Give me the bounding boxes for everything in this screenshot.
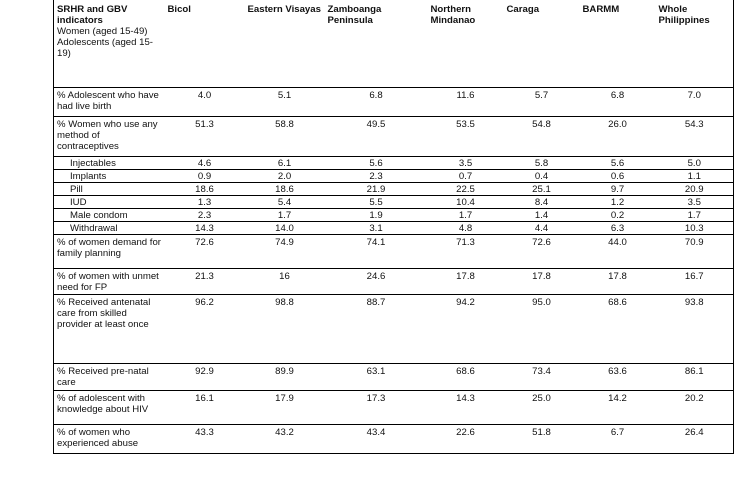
value-cell: 5.7 bbox=[504, 87, 580, 116]
value-cell: 2.0 bbox=[245, 169, 325, 182]
value-cell: 68.6 bbox=[580, 294, 656, 363]
value-cell: 63.6 bbox=[580, 363, 656, 390]
value-cell: 21.9 bbox=[325, 182, 428, 195]
table-row bbox=[54, 390, 734, 424]
value-cell: 89.9 bbox=[245, 363, 325, 390]
indicator-label: Injectables bbox=[54, 156, 165, 169]
value-cell: 54.8 bbox=[504, 116, 580, 156]
indicator-label: % of women with unmet need for FP bbox=[54, 268, 165, 294]
value-cell: 88.7 bbox=[325, 294, 428, 363]
value-cell: 17.3 bbox=[325, 390, 428, 424]
table-row bbox=[54, 221, 734, 234]
value-cell: 22.6 bbox=[428, 424, 504, 453]
indicator-label: % of women demand for family planning bbox=[54, 234, 165, 268]
value-cell: 93.8 bbox=[656, 294, 734, 363]
indicator-label: % of women who experienced abuse bbox=[54, 424, 165, 453]
value-cell: 14.2 bbox=[580, 390, 656, 424]
value-cell: 4.6 bbox=[165, 156, 245, 169]
value-cell: 1.9 bbox=[325, 208, 428, 221]
value-cell: 6.7 bbox=[580, 424, 656, 453]
value-cell: 6.1 bbox=[245, 156, 325, 169]
value-cell: 92.9 bbox=[165, 363, 245, 390]
value-cell: 2.3 bbox=[165, 208, 245, 221]
value-cell: 9.7 bbox=[580, 182, 656, 195]
value-cell: 54.3 bbox=[656, 116, 734, 156]
region-header: Bicol bbox=[165, 0, 245, 87]
value-cell: 14.3 bbox=[165, 221, 245, 234]
table-row bbox=[54, 294, 734, 363]
value-cell: 26.4 bbox=[656, 424, 734, 453]
value-cell: 3.5 bbox=[428, 156, 504, 169]
indicator-label: Male condom bbox=[54, 208, 165, 221]
value-cell: 1.7 bbox=[656, 208, 734, 221]
value-cell: 44.0 bbox=[580, 234, 656, 268]
value-cell: 21.3 bbox=[165, 268, 245, 294]
indicator-label: % Received antenatal care from skilled provider at least once bbox=[54, 294, 165, 363]
indicator-label: Implants bbox=[54, 169, 165, 182]
region-header: Caraga bbox=[504, 0, 580, 87]
table-row bbox=[54, 182, 734, 195]
value-cell: 74.9 bbox=[245, 234, 325, 268]
value-cell: 51.3 bbox=[165, 116, 245, 156]
value-cell: 1.7 bbox=[428, 208, 504, 221]
value-cell: 16.7 bbox=[656, 268, 734, 294]
value-cell: 72.6 bbox=[504, 234, 580, 268]
value-cell: 7.0 bbox=[656, 87, 734, 116]
region-header: BARMM bbox=[580, 0, 656, 87]
value-cell: 94.2 bbox=[428, 294, 504, 363]
indicator-label: % Women who use any method of contraceptives bbox=[54, 116, 165, 156]
region-header: Whole Philippines bbox=[656, 0, 734, 87]
indicator-label: IUD bbox=[54, 195, 165, 208]
table-row bbox=[54, 156, 734, 169]
value-cell: 71.3 bbox=[428, 234, 504, 268]
value-cell: 70.9 bbox=[656, 234, 734, 268]
value-cell: 17.8 bbox=[504, 268, 580, 294]
value-cell: 1.4 bbox=[504, 208, 580, 221]
table-row bbox=[54, 234, 734, 268]
value-cell: 17.8 bbox=[580, 268, 656, 294]
value-cell: 4.4 bbox=[504, 221, 580, 234]
value-cell: 6.3 bbox=[580, 221, 656, 234]
indicator-adolescents-label: Adolescents (aged 15-19) bbox=[57, 37, 153, 59]
region-header: Eastern Visayas bbox=[245, 0, 325, 87]
value-cell: 5.0 bbox=[656, 156, 734, 169]
value-cell: 6.8 bbox=[325, 87, 428, 116]
value-cell: 5.1 bbox=[245, 87, 325, 116]
value-cell: 53.5 bbox=[428, 116, 504, 156]
value-cell: 8.4 bbox=[504, 195, 580, 208]
value-cell: 25.0 bbox=[504, 390, 580, 424]
value-cell: 17.9 bbox=[245, 390, 325, 424]
value-cell: 0.4 bbox=[504, 169, 580, 182]
value-cell: 16.1 bbox=[165, 390, 245, 424]
region-header: Zamboanga Peninsula bbox=[325, 0, 428, 87]
value-cell: 18.6 bbox=[165, 182, 245, 195]
value-cell: 6.8 bbox=[580, 87, 656, 116]
value-cell: 24.6 bbox=[325, 268, 428, 294]
value-cell: 58.8 bbox=[245, 116, 325, 156]
indicator-women-label: Women (aged 15-49) bbox=[57, 26, 148, 37]
value-cell: 1.7 bbox=[245, 208, 325, 221]
table-row bbox=[54, 208, 734, 221]
value-cell: 5.8 bbox=[504, 156, 580, 169]
value-cell: 98.8 bbox=[245, 294, 325, 363]
value-cell: 51.8 bbox=[504, 424, 580, 453]
header-row bbox=[54, 0, 734, 87]
value-cell: 49.5 bbox=[325, 116, 428, 156]
value-cell: 20.9 bbox=[656, 182, 734, 195]
value-cell: 18.6 bbox=[245, 182, 325, 195]
value-cell: 4.8 bbox=[428, 221, 504, 234]
value-cell: 17.8 bbox=[428, 268, 504, 294]
value-cell: 43.4 bbox=[325, 424, 428, 453]
value-cell: 3.1 bbox=[325, 221, 428, 234]
table-row bbox=[54, 87, 734, 116]
indicator-label: Withdrawal bbox=[54, 221, 165, 234]
indicator-label: % Received pre-natal care bbox=[54, 363, 165, 390]
value-cell: 5.4 bbox=[245, 195, 325, 208]
value-cell: 11.6 bbox=[428, 87, 504, 116]
table-row bbox=[54, 116, 734, 156]
value-cell: 73.4 bbox=[504, 363, 580, 390]
indicator-label: Pill bbox=[54, 182, 165, 195]
value-cell: 1.3 bbox=[165, 195, 245, 208]
value-cell: 68.6 bbox=[428, 363, 504, 390]
value-cell: 3.5 bbox=[656, 195, 734, 208]
value-cell: 86.1 bbox=[656, 363, 734, 390]
value-cell: 22.5 bbox=[428, 182, 504, 195]
value-cell: 14.3 bbox=[428, 390, 504, 424]
value-cell: 43.3 bbox=[165, 424, 245, 453]
indicator-label: % of adolescent with knowledge about HIV bbox=[54, 390, 165, 424]
value-cell: 72.6 bbox=[165, 234, 245, 268]
value-cell: 5.6 bbox=[580, 156, 656, 169]
srhr-indicators-table bbox=[53, 0, 734, 454]
value-cell: 10.4 bbox=[428, 195, 504, 208]
table-row bbox=[54, 363, 734, 390]
value-cell: 25.1 bbox=[504, 182, 580, 195]
value-cell: 95.0 bbox=[504, 294, 580, 363]
value-cell: 16 bbox=[245, 268, 325, 294]
value-cell: 63.1 bbox=[325, 363, 428, 390]
value-cell: 1.1 bbox=[656, 169, 734, 182]
value-cell: 10.3 bbox=[656, 221, 734, 234]
value-cell: 26.0 bbox=[580, 116, 656, 156]
value-cell: 2.3 bbox=[325, 169, 428, 182]
value-cell: 14.0 bbox=[245, 221, 325, 234]
value-cell: 74.1 bbox=[325, 234, 428, 268]
value-cell: 1.2 bbox=[580, 195, 656, 208]
indicator-column-header bbox=[54, 0, 165, 87]
region-header: Northern Mindanao bbox=[428, 0, 504, 87]
value-cell: 4.0 bbox=[165, 87, 245, 116]
indicator-title: SRHR and GBV indicators bbox=[57, 4, 128, 26]
table-row bbox=[54, 424, 734, 453]
value-cell: 0.6 bbox=[580, 169, 656, 182]
value-cell: 20.2 bbox=[656, 390, 734, 424]
value-cell: 0.9 bbox=[165, 169, 245, 182]
table-row bbox=[54, 268, 734, 294]
value-cell: 5.6 bbox=[325, 156, 428, 169]
indicator-label: % Adolescent who have had live birth bbox=[54, 87, 165, 116]
value-cell: 5.5 bbox=[325, 195, 428, 208]
value-cell: 96.2 bbox=[165, 294, 245, 363]
value-cell: 43.2 bbox=[245, 424, 325, 453]
table-row bbox=[54, 169, 734, 182]
value-cell: 0.2 bbox=[580, 208, 656, 221]
value-cell: 0.7 bbox=[428, 169, 504, 182]
table-row bbox=[54, 195, 734, 208]
